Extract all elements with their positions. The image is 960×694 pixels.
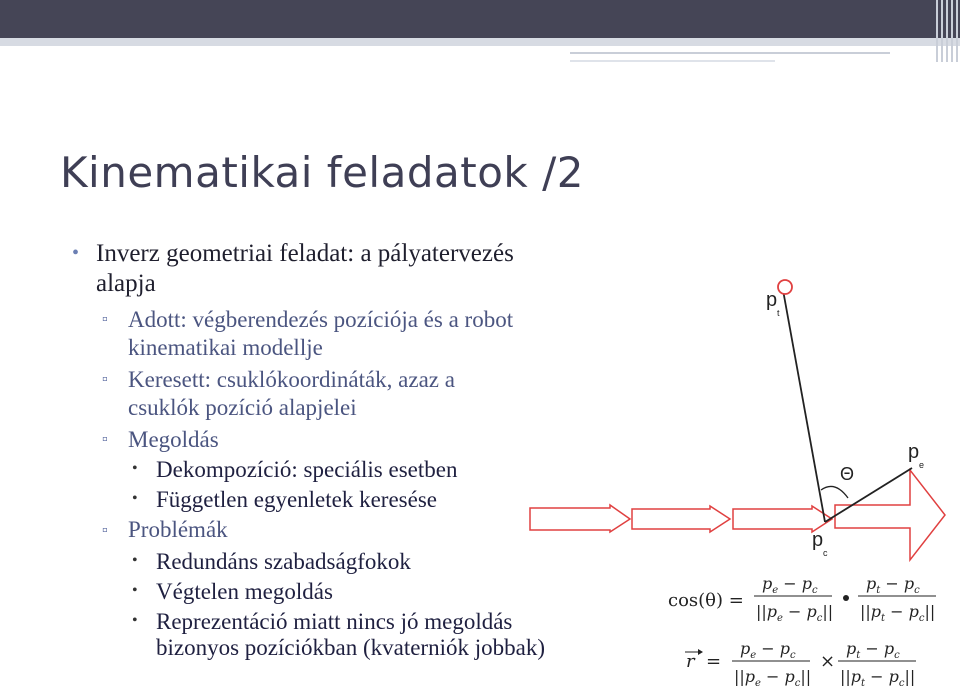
fraction-3-den: $||p_e - p_c||$ <box>734 667 812 689</box>
sub-bullet-text: csuklók pozíció alapjelei <box>128 395 357 420</box>
arrow-2 <box>632 506 730 532</box>
target-point <box>778 280 792 294</box>
sub-sub-bullet-text: Független egyenletek keresése <box>156 487 437 512</box>
cross-product: × <box>820 651 836 672</box>
pc-subscript: c <box>823 548 828 558</box>
sub-sub-bullet-text: Végtelen megoldás <box>156 579 333 604</box>
slide-title: Kinematikai feladatok /2 <box>60 148 584 197</box>
sub-sub-bullet-text: Dekompozíció: speciális esetben <box>156 457 458 482</box>
sub-sub-bullet-marker: • <box>132 460 138 477</box>
sub-sub-bullet-text: Reprezentáció miatt nincs jó megoldás <box>156 609 513 634</box>
equals-sign: = <box>706 651 722 672</box>
cos-label: cos(θ) = <box>668 590 744 611</box>
sub-bullet-text: Megoldás <box>128 427 219 452</box>
sub-bullet-text: Adott: végberendezés pozíciója és a robot <box>128 307 514 332</box>
r-formula <box>685 639 916 689</box>
pe-label: p <box>908 441 920 463</box>
fraction-4-num: $p_t - p_c$ <box>846 639 900 661</box>
sub-sub-bullet-marker: • <box>132 552 138 569</box>
sub-bullet-text: Problémák <box>128 517 228 542</box>
pt-subscript: t <box>777 308 780 318</box>
bullet-dot: • <box>72 242 80 264</box>
link-to-target <box>783 290 825 522</box>
sub-bullet-marker: ▫ <box>102 431 108 448</box>
fraction-1-den: $||p_e - p_c||$ <box>756 602 834 624</box>
theta-label: Θ <box>840 464 855 484</box>
fraction-3-num: $p_e - p_c$ <box>740 639 796 661</box>
r-vector: r <box>686 651 695 672</box>
link-to-end <box>825 468 912 522</box>
vector-arrowhead <box>698 649 703 655</box>
direction-arrows <box>530 470 945 560</box>
sub-sub-bullet-marker: • <box>132 490 138 507</box>
sub-sub-bullet-marker: • <box>132 582 138 599</box>
dot-product <box>843 595 849 601</box>
pt-label: p <box>766 289 778 311</box>
sub-bullet-marker: ▫ <box>102 311 108 328</box>
sub-sub-bullet-text: Redundáns szabadságfokok <box>156 549 411 574</box>
fraction-4-den: $||p_t - p_c||$ <box>840 667 916 689</box>
theta-arc <box>821 486 848 498</box>
pe-subscript: e <box>919 460 925 470</box>
fraction-1-num: $p_e - p_c$ <box>762 574 818 596</box>
arrow-1 <box>530 505 630 532</box>
sub-bullet-marker: ▫ <box>102 371 108 388</box>
bullet-text: Inverz geometriai feladat: a pályatervezés <box>96 240 514 267</box>
cos-formula <box>668 574 936 624</box>
sub-sub-bullet-text: bizonyos pozíciókban (kvaterniók jobbak) <box>156 635 545 660</box>
fraction-2-num: $p_t - p_c$ <box>866 574 920 596</box>
bullet-text: alapja <box>96 270 156 297</box>
sub-bullet-marker: ▫ <box>102 522 108 539</box>
sub-bullet-text: kinematikai modellje <box>128 335 323 360</box>
pc-label: p <box>812 529 824 551</box>
sub-bullet-text: Keresett: csuklókoordináták, azaz a <box>128 367 455 392</box>
sub-sub-bullet-marker: • <box>132 612 138 629</box>
fraction-2-den: $||p_t - p_c||$ <box>860 602 936 624</box>
